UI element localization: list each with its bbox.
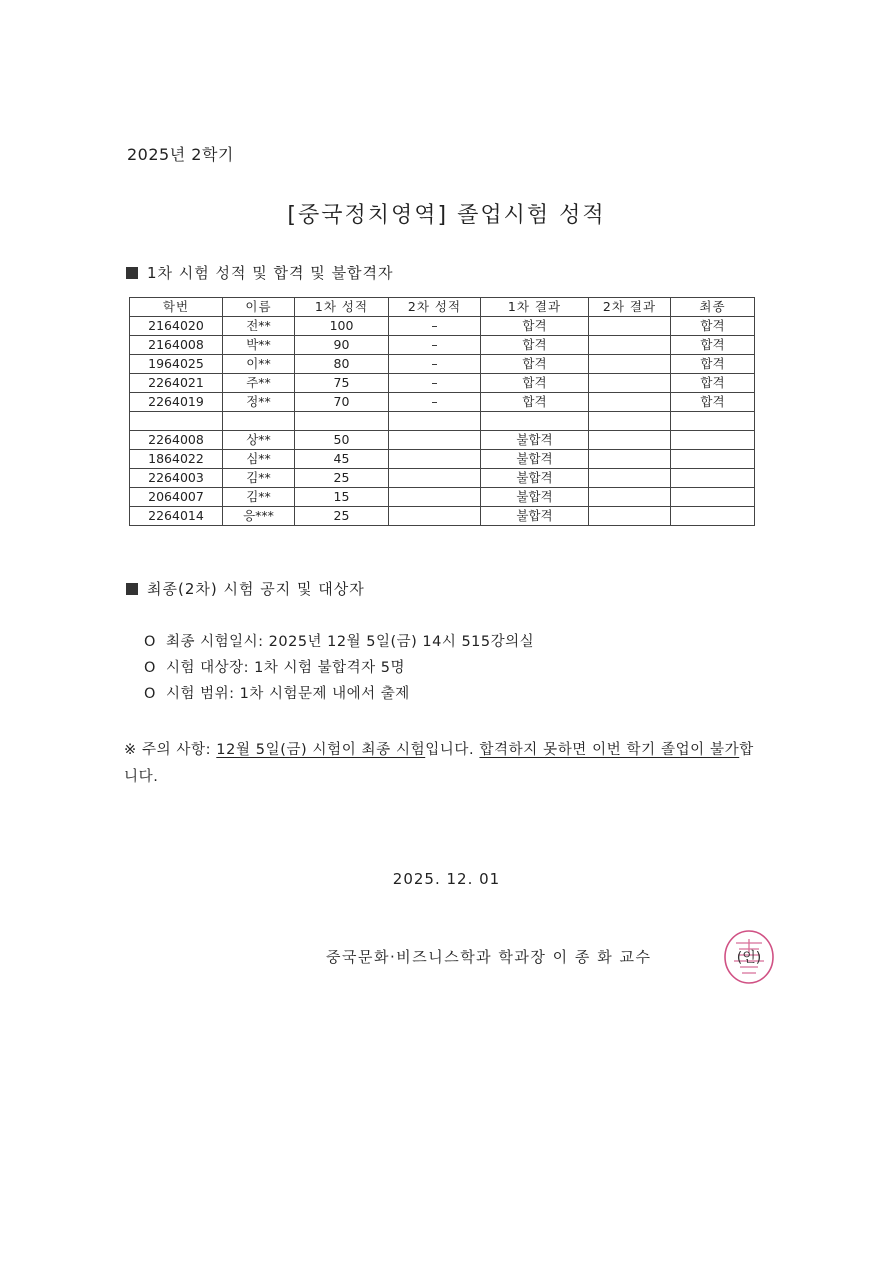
table-cell — [130, 412, 223, 431]
table-cell: 80 — [295, 355, 389, 374]
table-cell: 합격 — [481, 374, 589, 393]
table-row — [130, 431, 755, 450]
table-cell: 이** — [223, 355, 295, 374]
column-header: 1차 결과 — [481, 298, 589, 317]
semester-label: 2025년 2학기 — [127, 145, 234, 164]
table-row — [130, 412, 755, 431]
table-cell — [671, 412, 755, 431]
column-header: 이름 — [223, 298, 295, 317]
table-cell — [389, 507, 481, 526]
table-row — [130, 317, 755, 336]
table-cell: 합격 — [481, 317, 589, 336]
table-cell: 100 — [295, 317, 389, 336]
table-cell: 45 — [295, 450, 389, 469]
circle-bullet: O — [144, 634, 156, 650]
table-cell: 2064007 — [130, 488, 223, 507]
table-row — [130, 374, 755, 393]
table-cell: 합격 — [481, 336, 589, 355]
table-cell — [671, 469, 755, 488]
table-cell — [589, 412, 671, 431]
table-cell: 2164008 — [130, 336, 223, 355]
table-cell: 합격 — [671, 317, 755, 336]
table-row — [130, 355, 755, 374]
table-cell: – — [389, 393, 481, 412]
table-cell — [589, 431, 671, 450]
table-cell: 불합격 — [481, 431, 589, 450]
table-row — [130, 469, 755, 488]
list-item-text: 시험 범위: 1차 시험문제 내에서 출제 — [166, 686, 410, 702]
table-cell — [589, 393, 671, 412]
table-cell — [589, 488, 671, 507]
table-cell — [671, 450, 755, 469]
table-row — [130, 336, 755, 355]
table-cell: – — [389, 355, 481, 374]
table-cell: 2264008 — [130, 431, 223, 450]
table-cell — [671, 488, 755, 507]
column-header: 2차 결과 — [589, 298, 671, 317]
table-cell: 2264014 — [130, 507, 223, 526]
list-item — [144, 684, 534, 710]
table-cell: 합격 — [671, 393, 755, 412]
list-item — [144, 658, 534, 684]
table-cell: 합격 — [481, 355, 589, 374]
table-cell: 90 — [295, 336, 389, 355]
table-cell: 합격 — [481, 393, 589, 412]
table-cell: 50 — [295, 431, 389, 450]
table-cell: 김** — [223, 469, 295, 488]
table-row — [130, 393, 755, 412]
table-cell: 2164020 — [130, 317, 223, 336]
table-cell: 75 — [295, 374, 389, 393]
table-cell — [295, 412, 389, 431]
list-item-text: 최종 시험일시: 2025년 12월 5일(금) 14시 515강의실 — [166, 634, 535, 650]
table-cell: 25 — [295, 507, 389, 526]
table-cell: 박** — [223, 336, 295, 355]
table-cell — [589, 355, 671, 374]
column-header: 최종 — [671, 298, 755, 317]
table-row — [130, 450, 755, 469]
official-seal-stamp — [722, 929, 776, 985]
table-cell — [589, 507, 671, 526]
table-cell: 불합격 — [481, 450, 589, 469]
table-row — [130, 507, 755, 526]
table-cell — [671, 507, 755, 526]
column-header: 학번 — [130, 298, 223, 317]
notice-text: 입니다. — [425, 742, 480, 758]
seal-text: (인) — [736, 950, 762, 966]
notice-underlined-text: 합격하지 못하면 이번 학기 졸업이 불가 — [479, 742, 740, 758]
table-cell: 심** — [223, 450, 295, 469]
table-cell: 불합격 — [481, 507, 589, 526]
table-cell — [589, 336, 671, 355]
table-cell: 합격 — [671, 374, 755, 393]
table-cell: 김** — [223, 488, 295, 507]
table-cell — [589, 450, 671, 469]
final-exam-info-list — [144, 632, 534, 710]
table-cell: – — [389, 336, 481, 355]
table-cell: 정** — [223, 393, 295, 412]
table-cell — [589, 469, 671, 488]
table-cell — [389, 469, 481, 488]
table-cell: 2264003 — [130, 469, 223, 488]
notice-underlined-text: 12월 5일(금) 시험이 최종 시험 — [216, 742, 426, 758]
column-header: 1차 성적 — [295, 298, 389, 317]
table-cell: 불합격 — [481, 488, 589, 507]
table-cell — [589, 317, 671, 336]
table-cell: 15 — [295, 488, 389, 507]
table-cell — [223, 412, 295, 431]
scores-table — [129, 297, 755, 526]
table-cell: 주** — [223, 374, 295, 393]
table-cell — [671, 431, 755, 450]
list-item — [144, 632, 534, 658]
table-header-row — [130, 298, 755, 317]
section-heading-text: 최종(2차) 시험 공지 및 대상자 — [147, 580, 365, 598]
notice-text: 합니다. — [124, 742, 754, 785]
table-row — [130, 488, 755, 507]
circle-bullet: O — [144, 660, 156, 676]
table-cell: 70 — [295, 393, 389, 412]
table-cell: – — [389, 317, 481, 336]
square-bullet-icon — [126, 267, 138, 279]
table-cell: 1864022 — [130, 450, 223, 469]
document-title: [중국정치영역] 졸업시험 성적 — [287, 203, 606, 228]
section-heading-results — [126, 262, 394, 283]
document-date: 2025. 12. 01 — [392, 870, 501, 888]
table-cell — [481, 412, 589, 431]
circle-bullet: O — [144, 686, 156, 702]
column-header: 2차 성적 — [389, 298, 481, 317]
table-cell — [389, 488, 481, 507]
table-cell — [589, 374, 671, 393]
notice-prefix: ※ 주의 사항: — [124, 742, 217, 758]
table-cell: 불합격 — [481, 469, 589, 488]
caution-notice — [124, 737, 764, 791]
table-cell: – — [389, 374, 481, 393]
table-cell: 합격 — [671, 355, 755, 374]
table-cell: 합격 — [671, 336, 755, 355]
signature-line: 중국문화·비즈니스학과 학과장 이 종 화 교수 — [326, 948, 652, 966]
table-cell: 1964025 — [130, 355, 223, 374]
table-cell: 25 — [295, 469, 389, 488]
table-cell — [389, 431, 481, 450]
table-cell: 전** — [223, 317, 295, 336]
square-bullet-icon — [126, 583, 138, 595]
table-cell: 2264019 — [130, 393, 223, 412]
section-heading-text: 1차 시험 성적 및 합격 및 불합격자 — [147, 264, 394, 282]
section-heading-final-exam — [126, 578, 365, 599]
table-cell — [389, 450, 481, 469]
list-item-text: 시험 대상장: 1차 시험 불합격자 5명 — [166, 660, 405, 676]
table-cell: 응*** — [223, 507, 295, 526]
table-cell — [389, 412, 481, 431]
table-cell: 2264021 — [130, 374, 223, 393]
table-cell: 상** — [223, 431, 295, 450]
